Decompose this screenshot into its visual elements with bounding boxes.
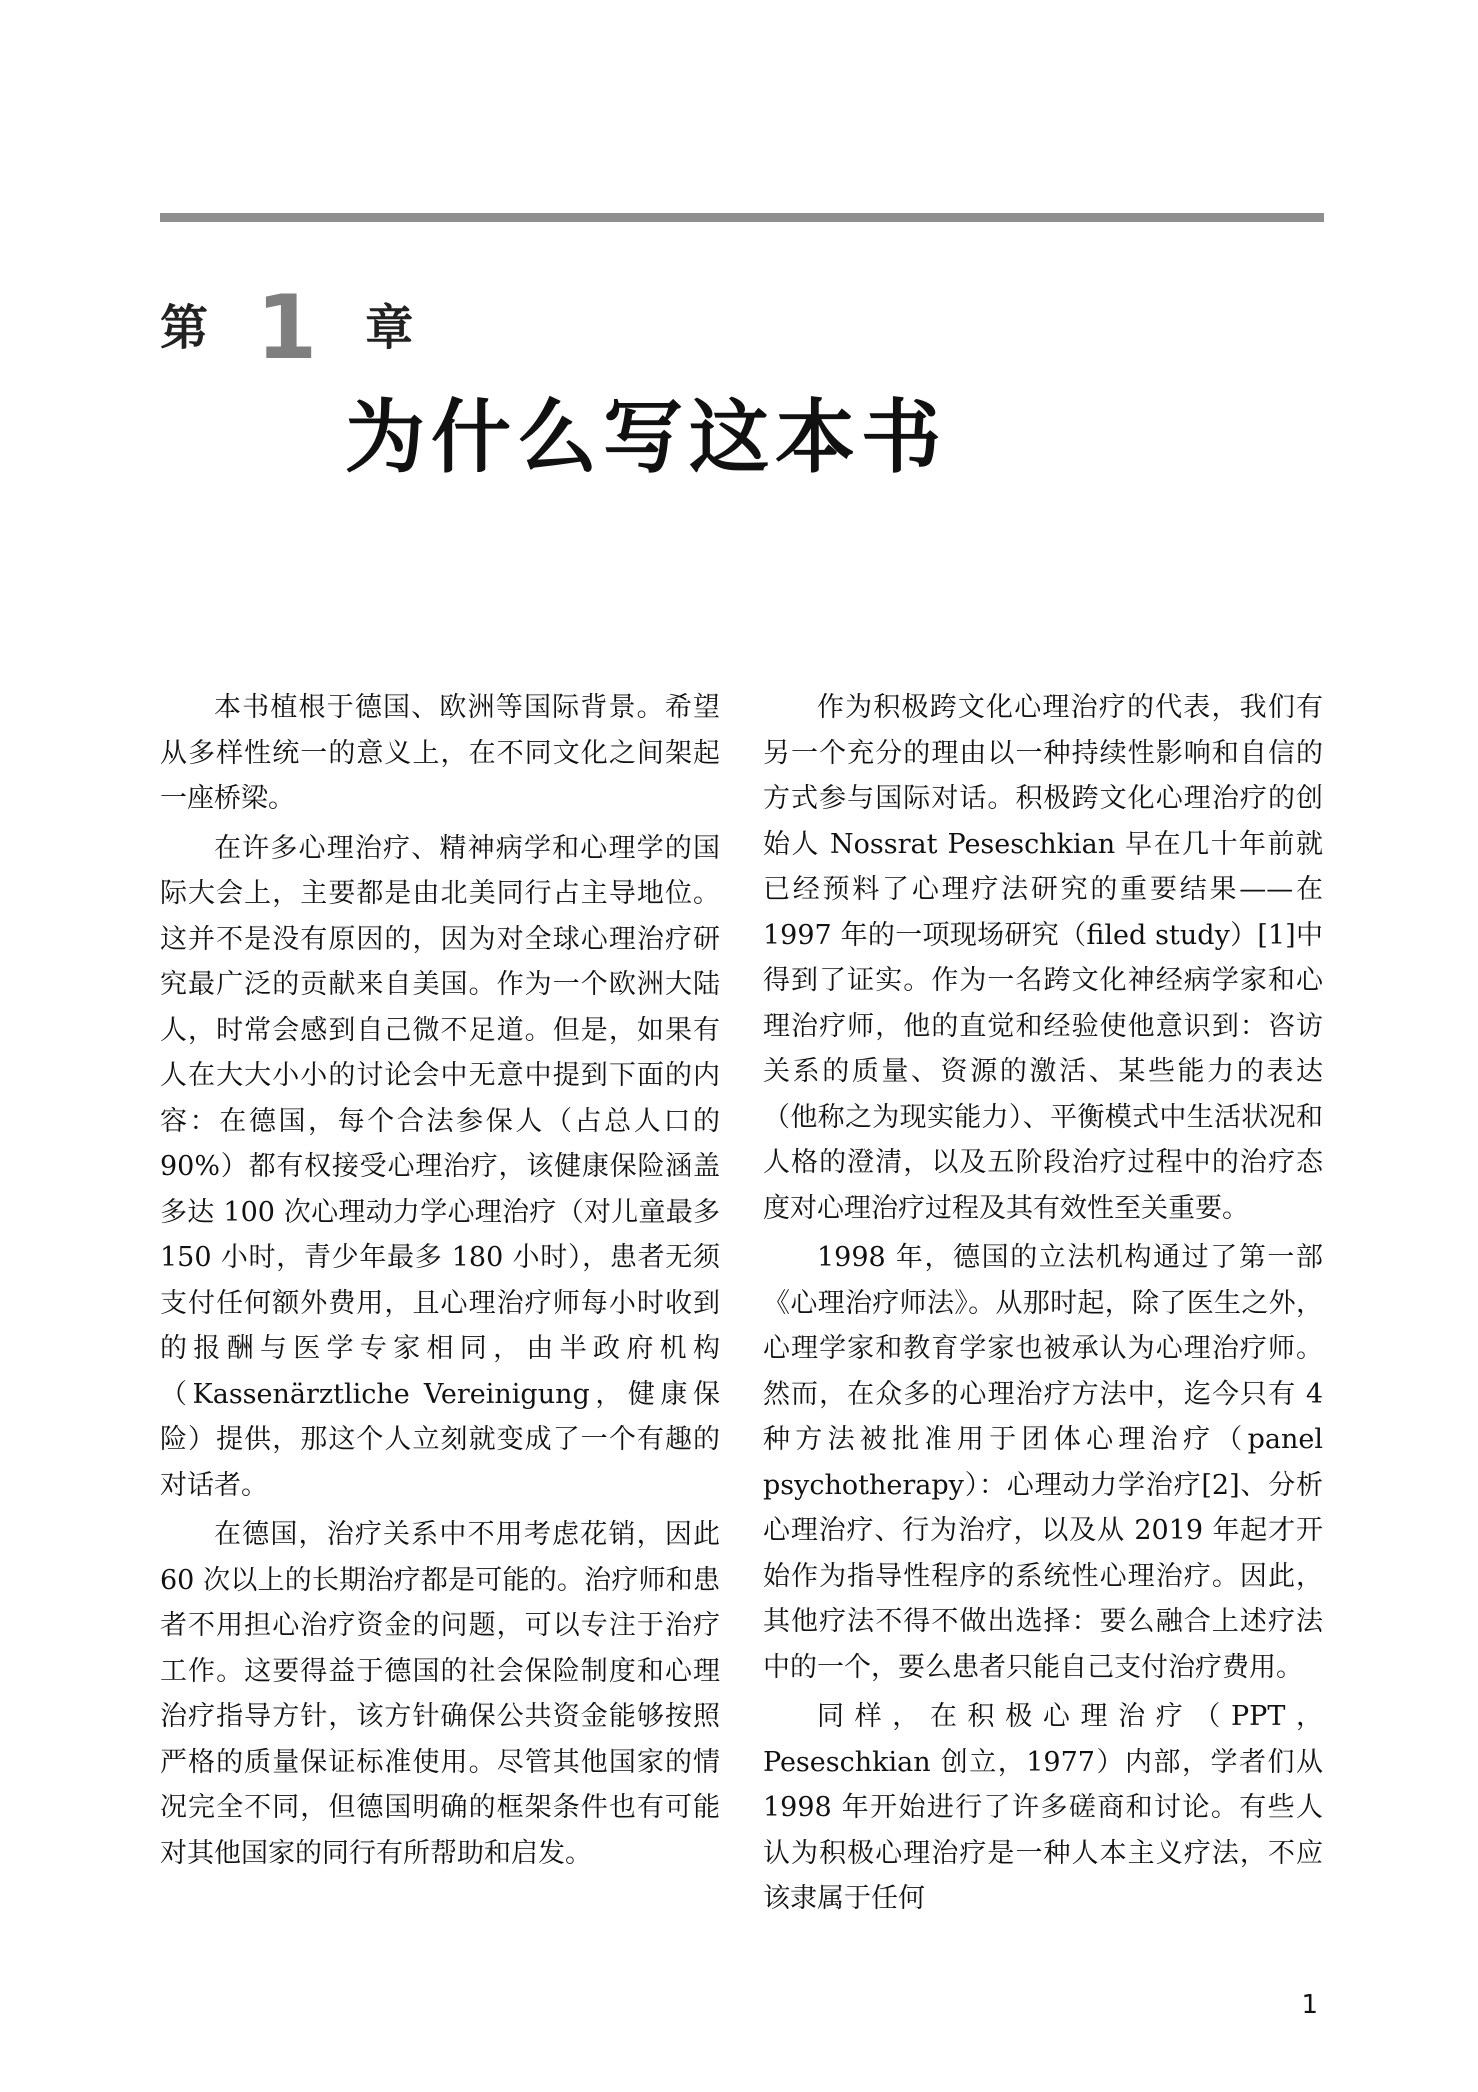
paragraph: 在许多心理治疗、精神病学和心理学的国际大会上，主要都是由北美同行占主导地位。这并不是没有原因的，因为对全球心理治疗研究最广泛的贡献来自美国。作为一个欧洲大陆人，时常会感到自己微不足道。但是，如果有人在大大小小的讨论会中无意中提到下面的内容：在德国，每个合法参保人（占总人口的 90%）都有权接受心理治疗，该健康保险涵盖多达 100 次心理动力学心理治疗（对儿童最多 150 小时，青少年最多 180 小时），患者无须支付任何额外费用，且心理治疗师每小时收到的报酬与医学专家相同，由半政府机构（Kassenärztliche Vereinigung，健康保险）提供，那这个人立刻就变成了一个有趣的对话者。 — [160, 832, 720, 1501]
paragraph: 1998 年，德国的立法机构通过了第一部《心理治疗师法》。从那时起，除了医生之外，心理学家和教育学家也被承认为心理治疗师。然而，在众多的心理治疗方法中，迄今只有 4 种方法被批准用于团体心理治疗（panel psychotherapy）：心理动力学治疗[2]、分析心理治疗、行为治疗，以及从 2019 年起才开始作为指导性程序的系统性心理治疗。因此，其他疗法不得不做出选择：要么融合上述疗法中的一个，要么患者只能自己支付治疗费用。 — [763, 1242, 1323, 1683]
chapter-title: 为什么写这本书 — [345, 391, 947, 484]
chapter-top-rule — [160, 213, 1324, 222]
page-number: 1 — [1301, 1990, 1318, 2020]
chapter-label — [160, 276, 414, 379]
chapter-prefix: 第 — [160, 300, 209, 356]
chapter-suffix: 章 — [365, 300, 414, 356]
right-column — [763, 685, 1323, 1926]
paragraph: 本书植根于德国、欧洲等国际背景。希望从多样性统一的意义上，在不同文化之间架起一座桥梁。 — [160, 692, 720, 814]
paragraph: 同样，在积极心理治疗（PPT，Peseschkian 创立，1977）内部，学者们从 1998 年开始进行了许多磋商和讨论。有些人认为积极心理治疗是一种人本主义疗法，不应该隶属于任何 — [763, 1701, 1323, 1914]
paragraph: 作为积极跨文化心理治疗的代表，我们有另一个充分的理由以一种持续性影响和自信的方式参与国际对话。积极跨文化心理治疗的创始人 Nossrat Peseschkian 早在几十年前就已经预料了心理疗法研究的重要结果——在 1997 年的一项现场研究（filed study）[1]中得到了证实。作为一名跨文化神经病学家和心理治疗师，他的直觉和经验使他意识到：咨访关系的质量、资源的激活、某些能力的表达（他称之为现实能力）、平衡模式中生活状况和人格的澄清，以及五阶段治疗过程中的治疗态度对心理治疗过程及其有效性至关重要。 — [763, 692, 1323, 1224]
paragraph: 在德国，治疗关系中不用考虑花销，因此 60 次以上的长期治疗都是可能的。治疗师和患者不用担心治疗资金的问题，可以专注于治疗工作。这要得益于德国的社会保险制度和心理治疗指导方针，该方针确保公共资金能够按照严格的质量保证标准使用。尽管其他国家的情况完全不同，但德国明确的框架条件也有可能对其他国家的同行有所帮助和启发。 — [160, 1519, 720, 1869]
left-column — [160, 685, 720, 1880]
chapter-number: 1 — [256, 276, 318, 379]
